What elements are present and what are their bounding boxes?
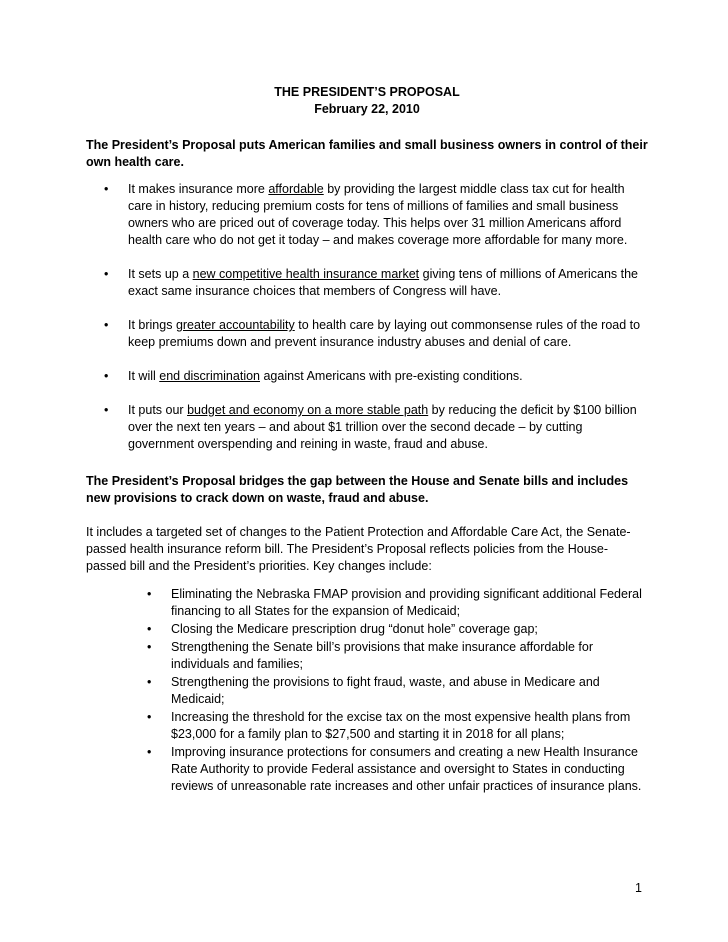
section-heading: The President’s Proposal puts American families and small business owners in control of their own health care. (86, 138, 648, 169)
list-item (86, 586, 648, 620)
change-text: Increasing the threshold for the excise tax on the most expensive health plans from $23,000 for a family plan to $27,500 and starting it in 2018 for all plans; (171, 710, 631, 741)
document-page (86, 84, 648, 796)
change-text: Strengthening the provisions to fight fraud, waste, and abuse in Medicare and Medicaid; (171, 675, 600, 706)
underlined-phrase: end discrimination (159, 369, 260, 383)
list-item (86, 266, 648, 300)
list-item (86, 744, 648, 795)
list-item (86, 368, 648, 385)
underlined-phrase: new competitive health insurance market (192, 267, 420, 281)
title-line: THE PRESIDENT’S PROPOSAL (274, 85, 460, 99)
change-text: Strengthening the Senate bill’s provisions that make insurance affordable for individuals and families; (171, 640, 594, 671)
page-number: 1 (635, 881, 642, 895)
bullet-text: by providing the largest middle class tax cut for health care in history, reducing premium costs for tens of millions of families and small business owners who are priced out of coverage today. This helps over 31 million Americans afford health care who do not get it today – and makes coverage more affordable for many more. (128, 182, 628, 247)
bullet-icon: • (147, 622, 152, 636)
list-item (86, 639, 648, 673)
bullet-icon: • (104, 267, 109, 281)
key-changes-list (86, 586, 648, 795)
change-text: Closing the Medicare prescription drug “donut hole” coverage gap; (171, 622, 538, 636)
list-item (86, 402, 648, 453)
bullet-text: against Americans with pre-existing conditions. (260, 369, 523, 383)
list-item (86, 181, 648, 249)
bullet-icon: • (104, 403, 109, 417)
bullet-icon: • (104, 318, 109, 332)
underlined-phrase: affordable (268, 182, 324, 196)
bullet-icon: • (147, 640, 152, 654)
bullet-icon: • (104, 182, 109, 196)
bullet-text: It sets up a (128, 267, 193, 281)
underlined-phrase: budget and economy on a more stable path (187, 403, 429, 417)
bullet-icon: • (147, 587, 152, 601)
list-item (86, 674, 648, 708)
bullet-text: It makes insurance more (128, 182, 269, 196)
document-title (86, 84, 648, 118)
bullet-text: It puts our (128, 403, 188, 417)
body-paragraph: It includes a targeted set of changes to the Patient Protection and Affordable Care Act, the Senate-passed health insurance reform bill. The President’s Proposal reflects policies from the House-passed bill and the President’s priorities. Key changes include: (86, 525, 631, 573)
underlined-phrase: greater accountability (175, 318, 295, 332)
bullet-icon: • (147, 745, 152, 759)
change-text: Improving insurance protections for consumers and creating a new Health Insurance Rate Authority to provide Federal assistance and oversight to States in conducting reviews of unreasonable rate increases and other unfair practices of insurance plans. (171, 745, 642, 793)
bullet-icon: • (147, 710, 152, 724)
bullet-text: It will (128, 369, 160, 383)
bullet-text: It brings (128, 318, 176, 332)
bullet-icon: • (104, 369, 109, 383)
bullet-text: to health care by laying out commonsense rules of the road to keep premiums down and prevent insurance industry abuses and denial of care. (128, 318, 641, 349)
bullet-icon: • (147, 675, 152, 689)
change-text: Eliminating the Nebraska FMAP provision and providing significant additional Federal financing to all States for the expansion of Medicaid; (171, 587, 642, 618)
list-item (86, 317, 648, 351)
title-date: February 22, 2010 (314, 102, 420, 116)
proposal-bullet-list (86, 181, 648, 453)
bullet-text: giving tens of millions of Americans the exact same insurance choices that members of Congress will have. (128, 267, 638, 298)
list-item (86, 621, 648, 638)
section-heading: The President’s Proposal bridges the gap between the House and Senate bills and includes new provisions to crack down on waste, fraud and abuse. (86, 474, 629, 505)
bullet-text: by reducing the deficit by $100 billion over the next ten years – and about $1 trillion over the second decade – by cutting government overspending and reining in waste, fraud and abuse. (128, 403, 637, 451)
list-item (86, 709, 648, 743)
